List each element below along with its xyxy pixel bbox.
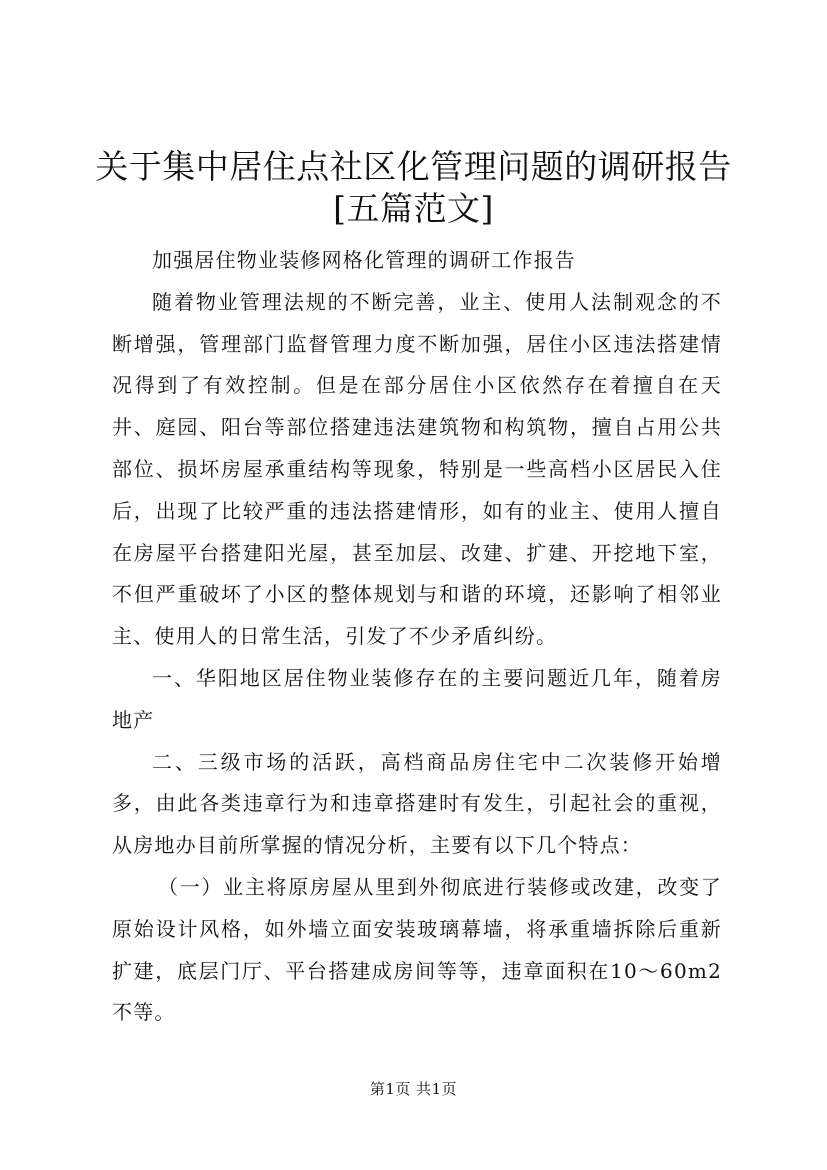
document-title — [60, 146, 767, 230]
title-line-2: [五篇范文] — [333, 189, 494, 228]
subtitle-paragraph: 加强居住物业装修网格化管理的调研工作报告 — [152, 248, 576, 272]
document-body — [112, 240, 722, 1034]
section-two-paragraph: 二、三级市场的活跃，高档商品房住宅中二次装修开始增多，由此各类违章行为和违章搭建时有发生，引起社会的重视，从房地办目前所掌握的情况分析，主要有以下几个特点： — [112, 749, 722, 858]
intro-paragraph: 随着物业管理法规的不断完善，业主、使用人法制观念的不断增强，管理部门监督管理力度不断加强，居住小区违法搭建情况得到了有效控制。但是在部分居住小区依然存在着擅自在天井、庭园、阳台等部位搭建违法建筑物和构筑物，擅自占用公共部位、损坏房屋承重结构等现象，特别是一些高档小区居民入住后，出现了比较严重的违法搭建情形，如有的业主、使用人擅自在房屋平台搭建阳光屋，甚至加层、改建、扩建、开挖地下室，不但严重破坏了小区的整体规划与和谐的环境，还影响了相邻业主、使用人的日常生活，引发了不少矛盾纠纷。 — [112, 289, 722, 649]
page-footer: 第1页 共1页 — [369, 1080, 458, 1098]
item-one-paragraph: （一）业主将原房屋从里到外彻底进行装修或改建，改变了原始设计风格，如外墙立面安装玻璃幕墙，将承重墙拆除后重新扩建，底层门厅、平台搭建成房间等等，违章面积在10～60m2不等。 — [112, 874, 722, 1025]
section-one-paragraph: 一、华阳地区居住物业装修存在的主要问题近几年，随着房地产 — [112, 665, 722, 732]
title-line-1: 关于集中居住点社区化管理问题的调研报告 — [95, 147, 732, 186]
